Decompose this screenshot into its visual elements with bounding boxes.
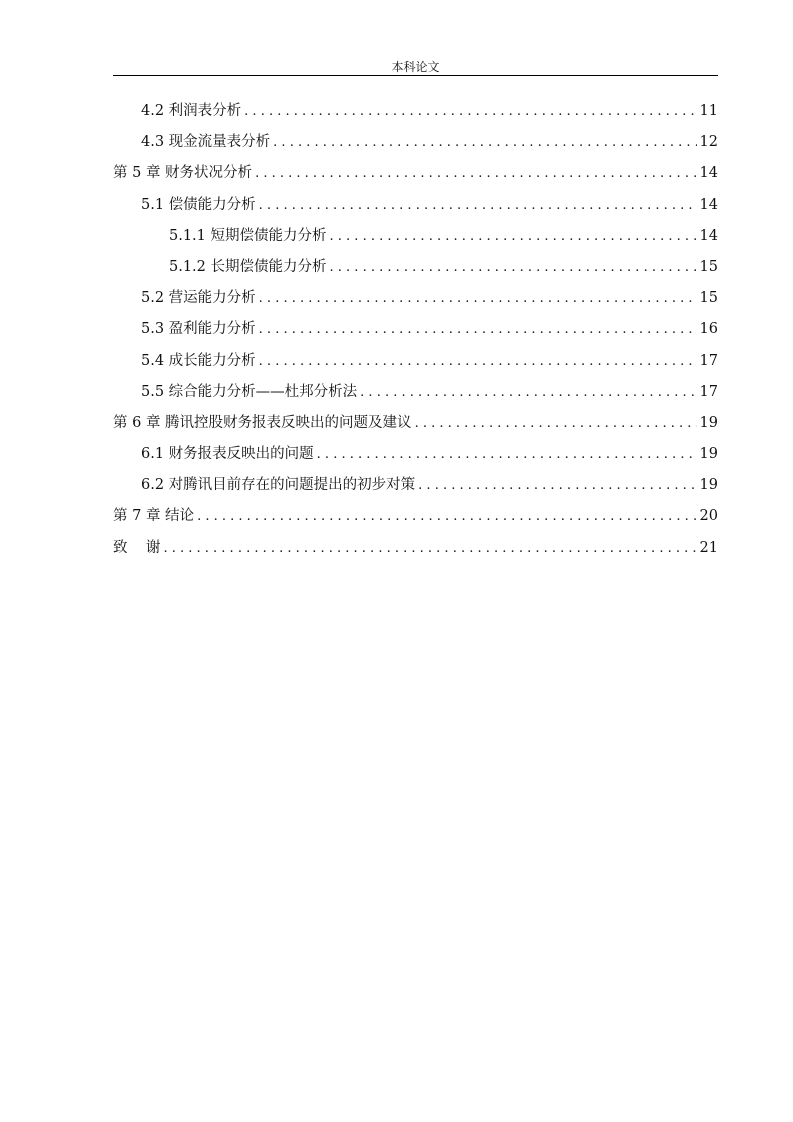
toc-dot-leader [330, 221, 697, 252]
toc-entry-page: 19 [699, 414, 718, 431]
toc-entry-label: 5.5 综合能力分析——杜邦分析法 [141, 383, 358, 400]
toc-entry[interactable] [113, 221, 718, 252]
toc-entry-label: 致 谢 [113, 539, 161, 556]
toc-entry-page: 14 [699, 196, 718, 213]
toc-dot-leader [418, 470, 696, 501]
toc-entry-label: 5.1 偿债能力分析 [141, 196, 256, 213]
toc-entry-page: 17 [699, 352, 718, 369]
toc-dot-leader [197, 501, 696, 532]
toc-entry[interactable] [113, 283, 718, 314]
toc-entry-page: 20 [699, 508, 718, 525]
table-of-contents [113, 96, 718, 564]
toc-dot-leader [259, 190, 697, 221]
toc-entry-page: 19 [699, 477, 718, 494]
toc-dot-leader [330, 252, 697, 283]
toc-dot-leader [244, 96, 696, 127]
toc-dot-leader [259, 346, 697, 377]
toc-entry-label: 5.3 盈利能力分析 [141, 321, 256, 338]
header-title: 本科论文 [391, 60, 440, 74]
toc-entry[interactable] [113, 314, 718, 345]
toc-entry-label: 4.3 现金流量表分析 [141, 134, 271, 151]
toc-entry-label: 6.1 财务报表反映出的问题 [141, 446, 314, 463]
toc-entry[interactable] [113, 346, 718, 377]
toc-entry-page: 21 [699, 539, 718, 556]
toc-dot-leader [360, 377, 696, 408]
toc-entry-label: 4.2 利润表分析 [141, 103, 242, 119]
toc-entry-label: 5.1.2 长期偿债能力分析 [169, 258, 327, 275]
toc-dot-leader [317, 439, 697, 470]
toc-entry-label: 第 6 章 腾讯控股财务报表反映出的问题及建议 [113, 414, 412, 431]
toc-entry-label: 5.4 成长能力分析 [141, 352, 256, 369]
toc-entry-label: 5.1.1 短期偿债能力分析 [169, 227, 327, 244]
toc-entry[interactable] [113, 252, 718, 283]
toc-entry-page: 12 [699, 134, 718, 151]
toc-dot-leader [273, 127, 696, 158]
toc-entry-page: 15 [699, 290, 718, 307]
toc-dot-leader [163, 533, 696, 564]
toc-entry-page: 11 [699, 103, 718, 119]
toc-entry[interactable] [113, 190, 718, 221]
toc-entry[interactable] [113, 533, 718, 564]
toc-entry-label: 6.2 对腾讯目前存在的问题提出的初步对策 [141, 477, 416, 494]
toc-entry[interactable] [113, 501, 718, 532]
toc-dot-leader [259, 283, 697, 314]
toc-entry[interactable] [113, 127, 718, 158]
page-header [113, 56, 718, 76]
toc-dot-leader [415, 408, 697, 439]
toc-entry-label: 第 7 章 结论 [113, 508, 195, 525]
toc-entry-page: 17 [699, 383, 718, 400]
toc-entry[interactable] [113, 408, 718, 439]
toc-entry-label: 第 5 章 财务状况分析 [113, 165, 253, 182]
toc-entry-page: 19 [699, 446, 718, 463]
toc-entry[interactable] [113, 439, 718, 470]
toc-dot-leader [255, 158, 696, 189]
toc-entry-page: 14 [699, 165, 718, 182]
toc-entry[interactable] [113, 158, 718, 189]
toc-entry-page: 15 [699, 258, 718, 275]
toc-entry[interactable] [113, 96, 718, 127]
toc-entry[interactable] [113, 470, 718, 501]
toc-entry-page: 14 [699, 227, 718, 244]
toc-dot-leader [259, 314, 697, 345]
toc-entry-page: 16 [699, 321, 718, 338]
toc-entry[interactable] [113, 377, 718, 408]
toc-entry-label: 5.2 营运能力分析 [141, 290, 256, 307]
